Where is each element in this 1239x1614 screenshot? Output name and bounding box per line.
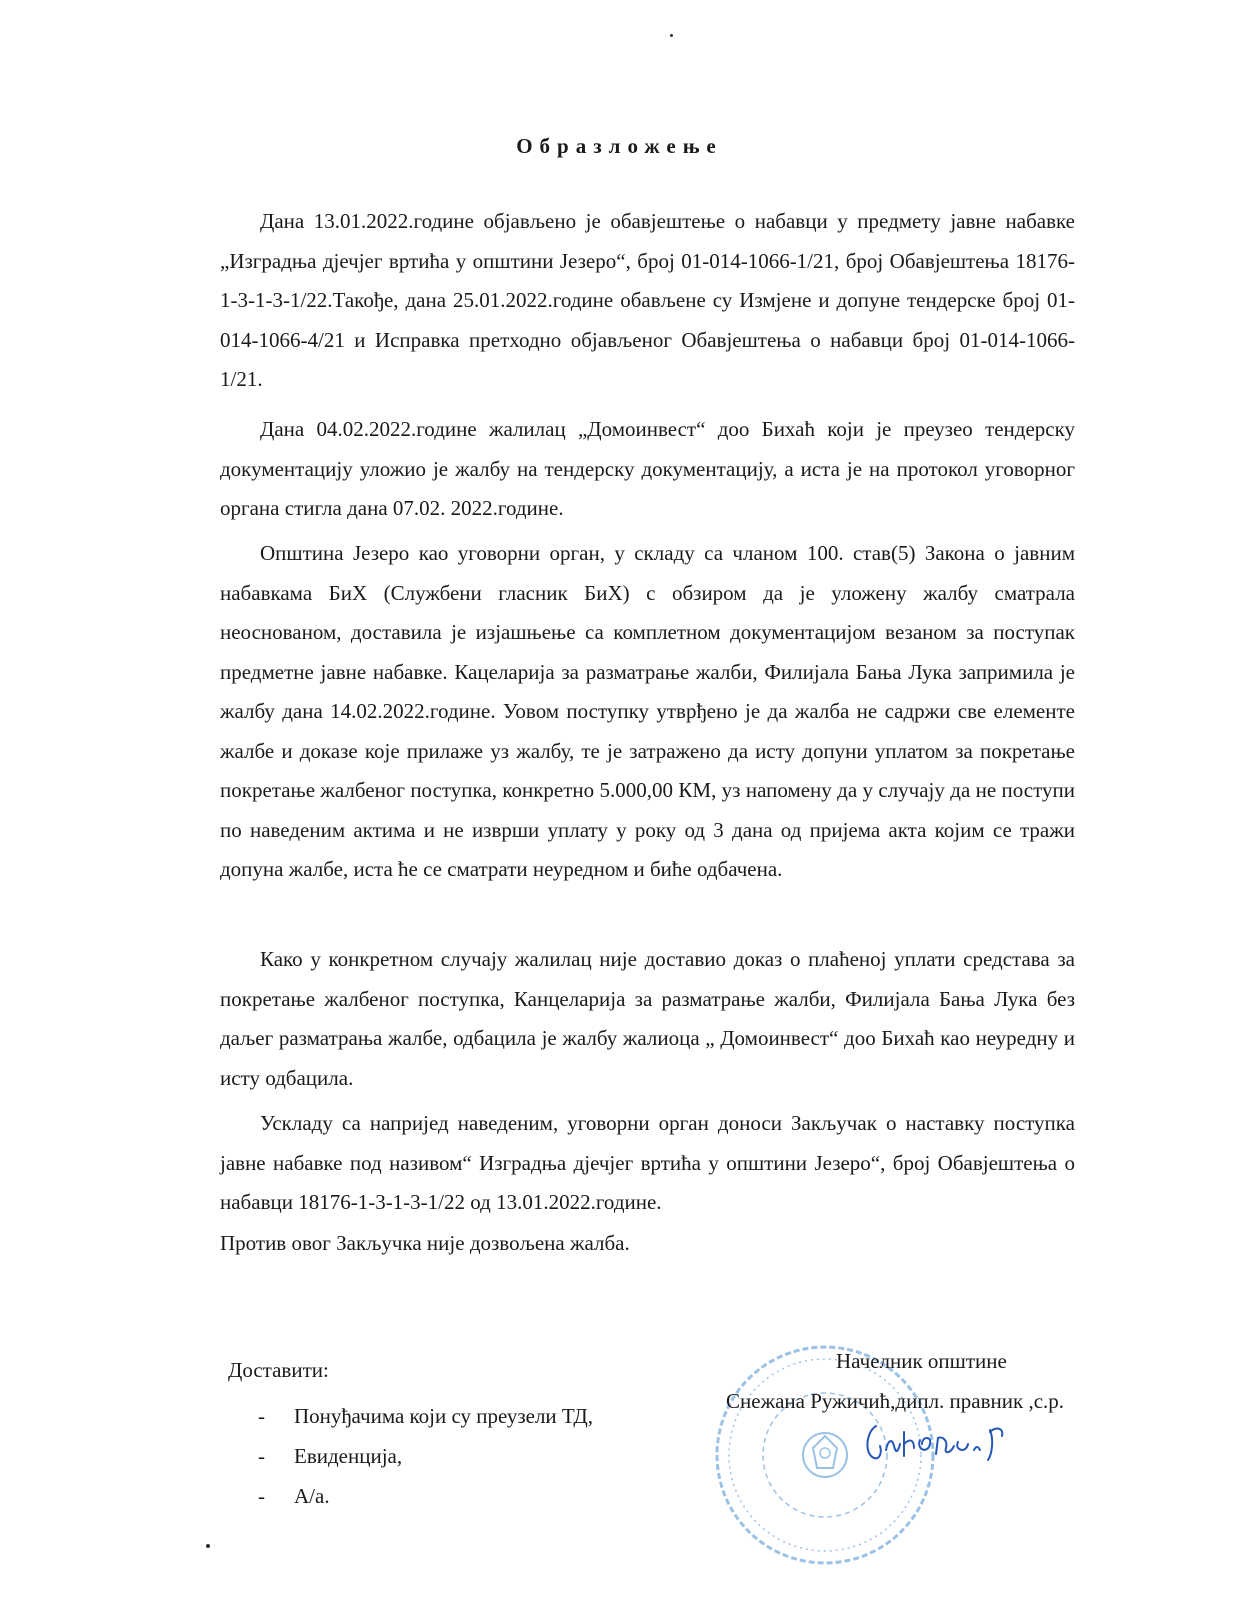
bullet-dash: - [258, 1404, 265, 1428]
paragraph-text: Дана 13.01.2022.године објављено је обавјештење о набавци у предмету јавне набавке „Изградња дјечјег вртића у општини Језеро“, број 01-014-1066-1/21, број Обавјештења 18176-1-3-1-3-1/22.Такође, дана 25.01.2022.године обављене су Измјене и допуне тендерске број 01-014-1066-4/21 и Исправка претходно објављеног Обавјештења о набавци број 01-014-1066-1/21. [220, 209, 1075, 391]
scan-speck [206, 1544, 210, 1548]
paragraph-text: Ускладу са напријед наведеним, уговорни орган доноси Закључак о наставку поступка јавне набавке под називом“ Изградња дјечјег вртића у општини Језеро“, број Обавјештења о набавци 18176-1-3-1-3-1/22 од 13.01.2022.године. [220, 1111, 1075, 1214]
paragraph-4 [220, 940, 1075, 1098]
document-title: Образложење [516, 134, 723, 158]
paragraph-text: Дана 04.02.2022.године жалилац „Домоинвест“ доо Бихаћ који је преузео тендерску документацију уложио је жалбу на тендерску документацију, а иста је на протокол уговорног органа стигла дана 07.02. 2022.године. [220, 417, 1075, 520]
paragraph-6 [220, 1224, 1075, 1264]
delivery-item-text: Евиденција, [294, 1444, 403, 1468]
signatory-name: Снежана Ружичић,дипл. правник ,с.р. [726, 1389, 1065, 1413]
delivery-item-text: Понуђачима који су преузели ТД, [294, 1404, 593, 1428]
paragraph-text: Како у конкретном случају жалилац није доставио доказ о плаћеној уплати средстава за покретање жалбеног поступка, Канцеларија за разматрање жалби, Филијала Бања Лука без даљег разматрања жалбе, одбацила је жалбу жалиоца „ Домоинвест“ доо Бихаћ као неуредну и исту одбацила. [220, 947, 1075, 1090]
signatory-title: Начелник општине [836, 1349, 1007, 1373]
paragraph-2 [220, 410, 1075, 529]
paragraph-5 [220, 1104, 1075, 1223]
bullet-dash: - [258, 1484, 265, 1508]
delivery-item-text: А/а. [294, 1484, 330, 1508]
delivery-item [228, 1436, 648, 1476]
paragraph-1 [220, 202, 1075, 400]
delivery-item [228, 1476, 648, 1516]
paragraph-text: Против овог Закључка није дозвољена жалба. [220, 1231, 630, 1255]
bullet-dash: - [258, 1444, 265, 1468]
handwritten-signature-icon [862, 1410, 1022, 1470]
delivery-list [228, 1350, 648, 1516]
delivery-item [228, 1396, 648, 1436]
paragraph-text: Општина Језеро као уговорни орган, у складу са чланом 100. став(5) Закона о јавним набавкама БиХ (Службени гласник БиХ) с обзиром да је уложену жалбу сматрала неоснованом, доставила је изјашњење са комплетном документацијом везаном за поступак предметне јавне набавке. Кацеларија за разматрање жалби, Филијала Бања Лука запримила је жалбу дана 14.02.2022.године. Уовом поступку утврђено је да жалба не садржи све елементе жалбе и доказе које прилаже уз жалбу, те је затражено да исту допуни уплатом за покретање покретање жалбеног поступка, конкретно 5.000,00 КМ, уз напомену да у случају да не поступи по наведеним актима и не изврши уплату у року од 3 дана од пријема акта којим се тражи допуна жалбе, иста ће се сматрати неуредном и биће одбачена. [220, 541, 1075, 881]
delivery-label: Доставити: [228, 1358, 329, 1382]
paragraph-3 [220, 534, 1075, 890]
scan-speck [670, 34, 673, 37]
